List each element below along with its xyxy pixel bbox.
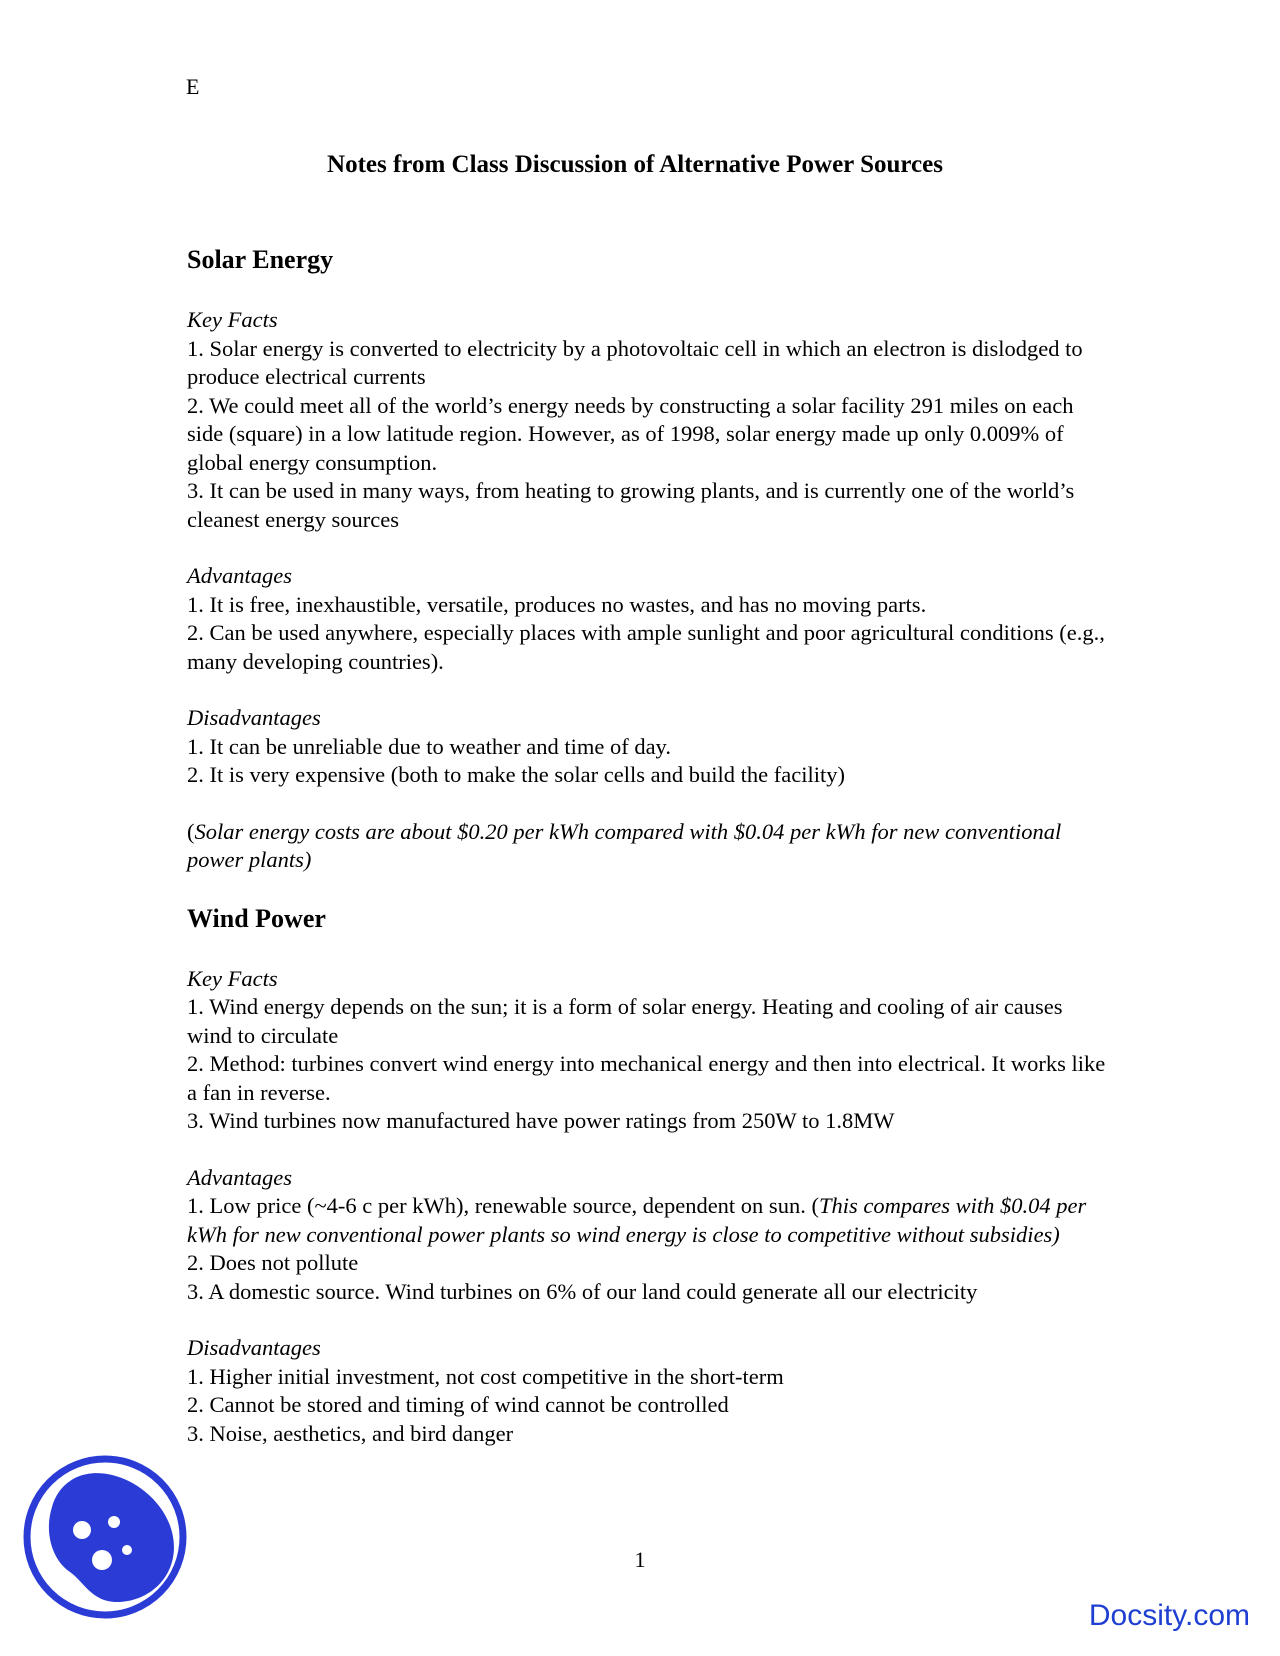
list-item: 2. We could meet all of the world’s energy needs by constructing a solar facility 291 miles on each side (square) in a low latitude region. However, as of 1998, solar energy made up only 0.009% of global energy consumption. [187, 392, 1074, 475]
list-item: 1. Solar energy is converted to electricity by a photovoltaic cell in which an electron is dislodged to produce electrical currents [187, 335, 1083, 389]
solar-advantages-label: Advantages [187, 563, 292, 588]
document-title: Notes from Class Discussion of Alternative Power Sources [327, 151, 943, 178]
wind-advantage-1-text: 1. Low price (~4-6 c per kWh), renewable source, dependent on sun. ( [187, 1193, 819, 1218]
cost-note-text: Solar energy costs are about $0.20 per kWh compared with $0.04 per kWh for new conventional power plants) [187, 818, 1062, 872]
page-number: 1 [634, 1547, 646, 1572]
solar-disadvantages-label: Disadvantages [187, 705, 321, 730]
list-item: 3. Wind turbines now manufactured have power ratings from 250W to 1.8MW [187, 1108, 895, 1133]
solar-advantages [187, 562, 1107, 676]
solar-disadvantages [187, 704, 1107, 790]
cost-note-paren: ( [187, 818, 195, 844]
wind-disadvantages-label: Disadvantages [187, 1335, 321, 1360]
solar-key-facts [187, 306, 1107, 534]
list-item: 2. Does not pollute [187, 1250, 359, 1275]
list-item: 3. It can be used in many ways, from heating to growing plants, and is currently one of the world’s cleanest energy sources [187, 478, 1075, 532]
wind-disadvantages [187, 1334, 1107, 1448]
list-item: 3. Noise, aesthetics, and bird danger [187, 1420, 514, 1446]
section-heading-solar: Solar Energy [187, 245, 334, 274]
list-item: 2. Cannot be stored and timing of wind cannot be controlled [187, 1392, 729, 1417]
list-item: 2. Can be used anywhere, especially places with ample sunlight and poor agricultural conditions (e.g., many developing countries). [187, 620, 1105, 674]
document-body [187, 244, 1107, 1476]
list-item: 2. It is very expensive (both to make the solar cells and build the facility) [187, 762, 845, 787]
wind-key-facts-label: Key Facts [187, 965, 278, 991]
page-letter: E [186, 74, 200, 99]
section-solar-energy [187, 244, 1107, 875]
list-item: 1. Higher initial investment, not cost competitive in the short-term [187, 1363, 784, 1389]
wind-advantage-1-note: This compares with $0.04 per kWh for new conventional power plants so wind energy is close to competitive without subsidies) [187, 1193, 1087, 1247]
list-item: 3. A domestic source. Wind turbines on 6% of our land could generate all our electricity [187, 1278, 978, 1304]
wind-advantages [187, 1164, 1107, 1307]
list-item [187, 1192, 1107, 1249]
section-heading-wind: Wind Power [187, 903, 326, 933]
solar-key-facts-label: Key Facts [187, 307, 278, 332]
list-item: 1. It can be unreliable due to weather and time of day. [187, 733, 671, 759]
docsity-logo-icon[interactable] [22, 1452, 188, 1622]
solar-cost-note [187, 818, 1107, 875]
wind-advantages-label: Advantages [187, 1164, 292, 1190]
list-item: 1. It is free, inexhaustible, versatile, produces no wastes, and has no moving parts. [187, 591, 927, 617]
list-item: 2. Method: turbines convert wind energy into mechanical energy and then into electrical. It works like a fan in reverse. [187, 1051, 1106, 1105]
brand-watermark[interactable]: Docsity.com [1088, 1599, 1250, 1632]
wind-key-facts [187, 965, 1107, 1136]
list-item: 1. Wind energy depends on the sun; it is a form of solar energy. Heating and cooling of air causes wind to circulate [187, 994, 1063, 1048]
cost-note [187, 818, 1107, 875]
section-wind-power [187, 903, 1107, 1449]
